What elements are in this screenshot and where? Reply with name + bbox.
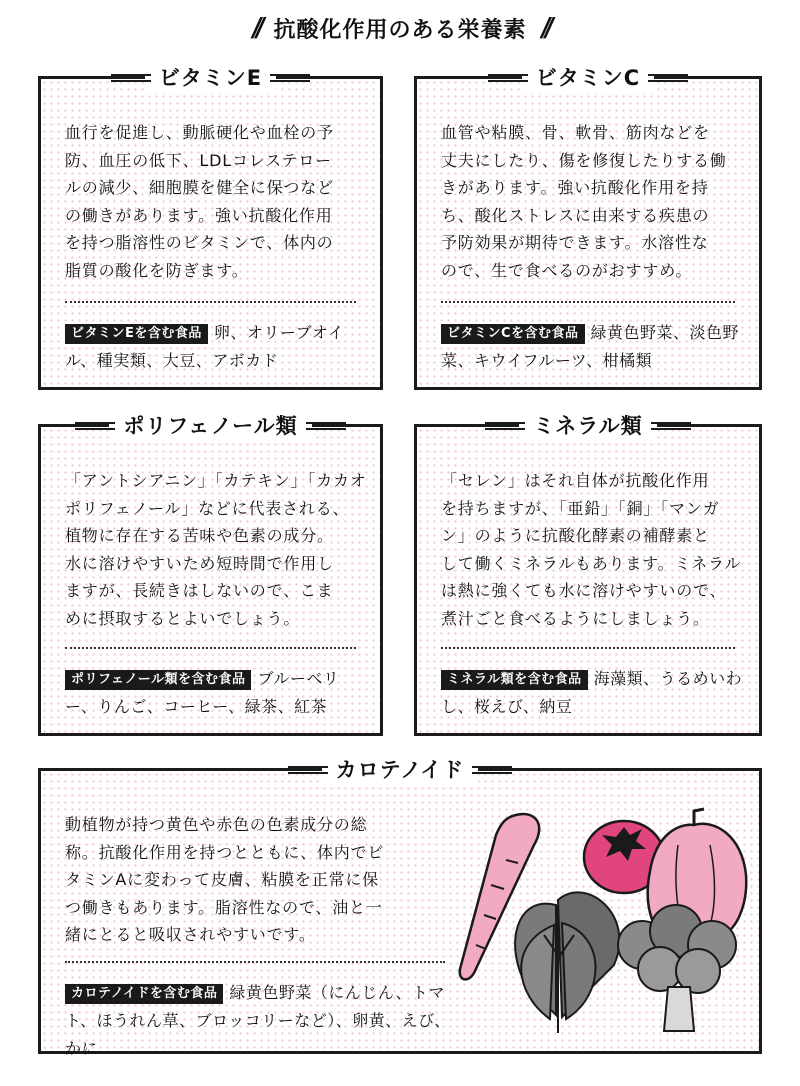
- card-carotenoids: [38, 758, 762, 1058]
- foods-line: [65, 319, 365, 375]
- broccoli-icon: [618, 905, 736, 1031]
- card-polyphenols: [38, 414, 383, 736]
- foods-list: ブルーベリー、りんご、コーヒー、緑茶、紅茶: [65, 669, 340, 716]
- card-heading-wrap: [417, 62, 759, 94]
- card-body-text: 動植物が持つ黄色や赤色の色素成分の総 称。抗酸化作用を持つとともに、体内でビ タミンAに変わって皮膚、粘膜を正常に保 つ働きもあります。脂溶性なので、油と一 緒にとると吸収されやすいです。: [65, 815, 385, 944]
- foods-label: ビタミンEを含む食品: [65, 324, 208, 344]
- foods-list: 卵、オリーブオイル、種実類、大豆、アボカド: [65, 323, 345, 370]
- card-heading: カロテノイド: [322, 755, 479, 785]
- foods-label: ミネラル類を含む食品: [441, 670, 588, 690]
- foods-line: [441, 665, 745, 721]
- dotted-divider: [65, 961, 445, 963]
- card-body-text: 「セレン」はそれ自体が抗酸化作用 を持ちますが、「亜鉛」「銅」「マンガ ン」のように抗酸化酵素の補酵素と して働くミネラルもあります。ミネラル は熱に強くても水に溶けやすいので、 煮汁ごと食べるようにしましょう。: [441, 471, 742, 628]
- dotted-divider: [441, 301, 735, 303]
- card-body-text: 血行を促進し、動脈硬化や血栓の予 防、血圧の低下、LDLコレステロー ルの減少、細胞膜を健全に保つなど の働きがあります。強い抗酸化作用 を持つ脂溶性のビタミンで、体内の 脂質の酸化を防ぎます。: [65, 123, 334, 280]
- foods-label: ポリフェノール類を含む食品: [65, 670, 251, 690]
- dotted-divider: [65, 647, 356, 649]
- page-title-bar: [0, 10, 800, 46]
- foods-line: [65, 665, 369, 721]
- spinach-icon: [515, 892, 619, 1033]
- card-heading: ミネラル類: [519, 411, 656, 441]
- card-heading: ビタミンC: [522, 63, 654, 93]
- page-title: 抗酸化作用のある栄養素: [273, 17, 527, 43]
- card-body-text: 血管や粘膜、骨、軟骨、筋肉などを 丈夫にしたり、傷を修復したりする働 きがあります。強い抗酸化作用を持 ち、酸化ストレスに由来する疾患の 予防効果が期待できます。水溶性な ので、生で食べるのがおすすめ。: [441, 123, 727, 280]
- card-heading-wrap: [41, 754, 759, 786]
- foods-label: ビタミンCを含む食品: [441, 324, 585, 344]
- foods-list: 緑黄色野菜、淡色野菜、キウイフルーツ、柑橘類: [441, 323, 740, 370]
- card-vitamin-c: [414, 66, 762, 390]
- foods-label: カロテノイドを含む食品: [65, 984, 223, 1004]
- foods-line: [441, 319, 741, 375]
- vegetables-illustration: [446, 805, 756, 1045]
- foods-list: 海藻類、うるめいわし、桜えび、納豆: [441, 669, 743, 716]
- card-heading-wrap: [41, 410, 380, 442]
- foods-line: [65, 979, 455, 1063]
- foods-list: 緑黄色野菜（にんじん、トマト、ほうれん草、ブロッコリーなど）、卵黄、えび、かに: [65, 983, 451, 1058]
- dotted-divider: [65, 301, 356, 303]
- card-heading-wrap: [41, 62, 380, 94]
- slash-ornament-left: //: [250, 13, 262, 43]
- card-vitamin-e: [38, 66, 383, 390]
- card-minerals: [414, 414, 762, 736]
- card-heading-wrap: [417, 410, 759, 442]
- slash-ornament-right: //: [538, 13, 550, 43]
- dotted-divider: [441, 647, 735, 649]
- card-body-text: 「アントシアニン」「カテキン」「カカオ ポリフェノール」などに代表される、 植物に存在する苦味や色素の成分。 水に溶けやすいため短時間で作用し ますが、長続きはしないので、こま めに摂取するとよいでしょう。: [65, 471, 367, 628]
- card-heading: ビタミンE: [145, 63, 276, 93]
- card-heading: ポリフェノール類: [109, 411, 311, 441]
